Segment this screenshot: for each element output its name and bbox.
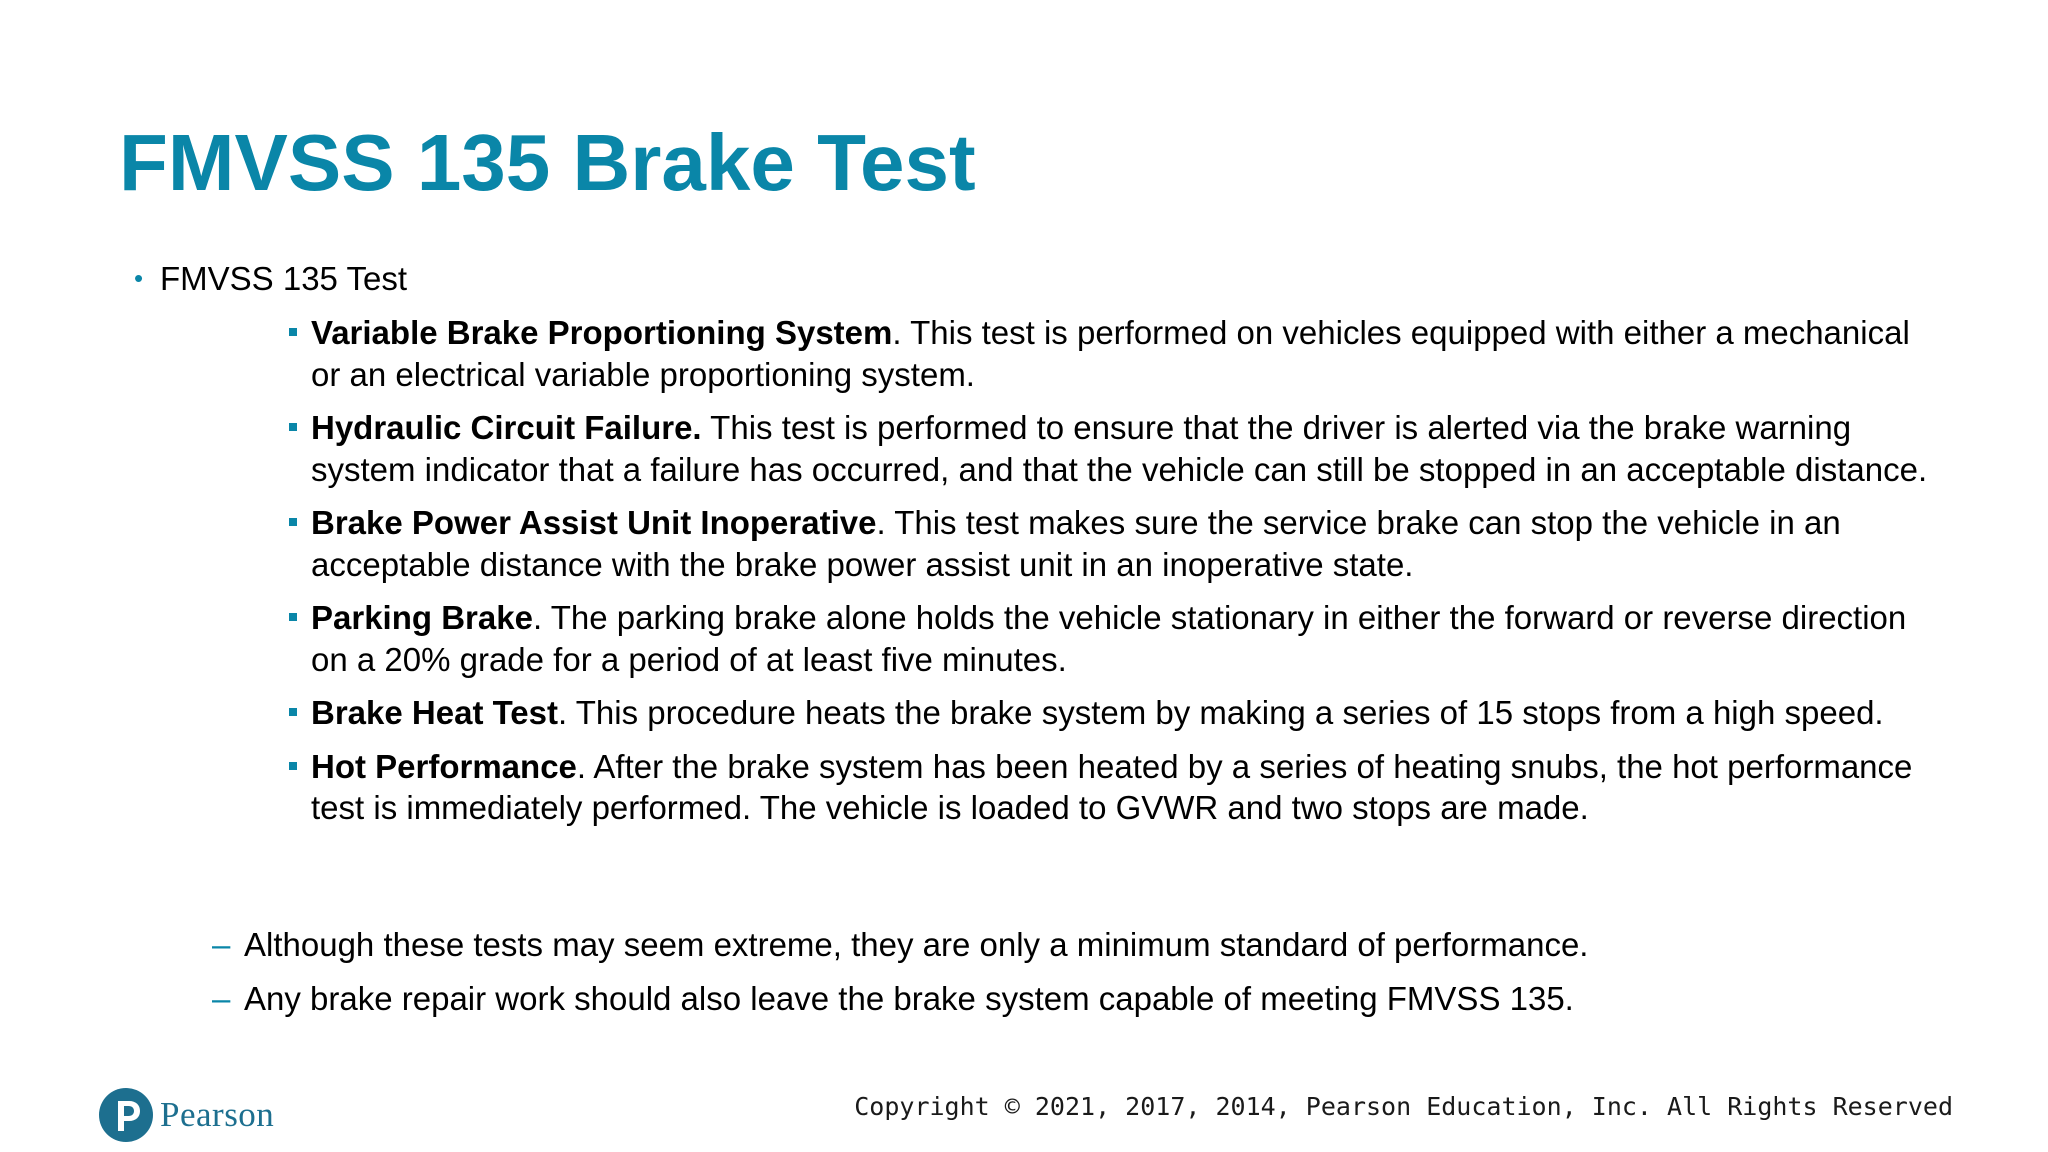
sub-bullet-item: [311, 597, 1941, 680]
square-bullet-icon: [289, 518, 297, 526]
sub-bullet-term: Variable Brake Proportioning System: [311, 314, 893, 351]
square-bullet-icon: [289, 762, 297, 770]
sub-bullet-item: [311, 692, 1941, 734]
sub-bullet-list: [311, 312, 1941, 841]
sub-bullet-term: Hot Performance: [311, 747, 577, 785]
sub-bullet-text: . This test makes sure the service brake can stop the vehicle in an acceptable distance with the brake power assist unit in an inoperative state.: [311, 504, 1841, 583]
dash-list: [212, 924, 1589, 1031]
square-bullet-icon: [289, 613, 297, 621]
sub-bullet-text: . This test is performed on vehicles equipped with either a mechanical or an electrical variable proportioning system.: [311, 314, 1910, 393]
dash-item-text: Although these tests may seem extreme, they are only a minimum standard of performance.: [244, 926, 1589, 963]
level1-bullet-item: [134, 258, 408, 300]
slide-title: FMVSS 135 Brake Test: [119, 118, 976, 207]
bullet-dot-icon: •: [134, 263, 144, 293]
sub-bullet-item: [311, 746, 1941, 829]
dash-item-text: Any brake repair work should also leave the brake system capable of meeting FMVSS 135.: [244, 979, 1574, 1017]
sub-bullet-term: Brake Heat Test: [311, 694, 559, 731]
copyright-notice: Copyright © 2021, 2017, 2014, Pearson Education, Inc. All Rights Reserved: [854, 1092, 1953, 1121]
sub-bullet-item: [311, 502, 1941, 585]
sub-bullet-term: Hydraulic Circuit Failure.: [311, 409, 702, 446]
dash-item: [212, 978, 1588, 1020]
level1-bullet-text: FMVSS 135 Test: [160, 260, 408, 297]
sub-bullet-term: Brake Power Assist Unit Inoperative: [311, 504, 877, 541]
pearson-wordmark: Pearson: [160, 1095, 275, 1134]
dash-bullet-icon: –: [212, 926, 231, 963]
sub-bullet-term: Parking Brake: [311, 599, 533, 636]
square-bullet-icon: [289, 423, 297, 431]
square-bullet-icon: [289, 708, 297, 716]
sub-bullet-text: . After the brake system has been heated by a series of heating snubs, the hot performance test is immediately performed. The vehicle is loaded to GVWR and two stops are made.: [311, 747, 1913, 826]
dash-bullet-icon: –: [212, 979, 231, 1017]
sub-bullet-text: This test is performed to ensure that the driver is alerted via the brake warning system indicator that a failure has occurred, and that the vehicle can still be stopped in an acceptable distance.: [311, 409, 1928, 488]
sub-bullet-text: . This procedure heats the brake system by making a series of 15 stops from a high speed.: [558, 694, 1884, 731]
sub-bullet-item: [311, 407, 1941, 490]
square-bullet-icon: [289, 328, 297, 336]
sub-bullet-item: [311, 312, 1941, 395]
dash-item: [212, 924, 1589, 966]
sub-bullet-text: . The parking brake alone holds the vehicle stationary in either the forward or reverse direction on a 20% grade for a period of at least five minutes.: [311, 599, 1907, 678]
pearson-p-icon: [98, 1087, 154, 1143]
pearson-logo: [98, 1087, 274, 1143]
